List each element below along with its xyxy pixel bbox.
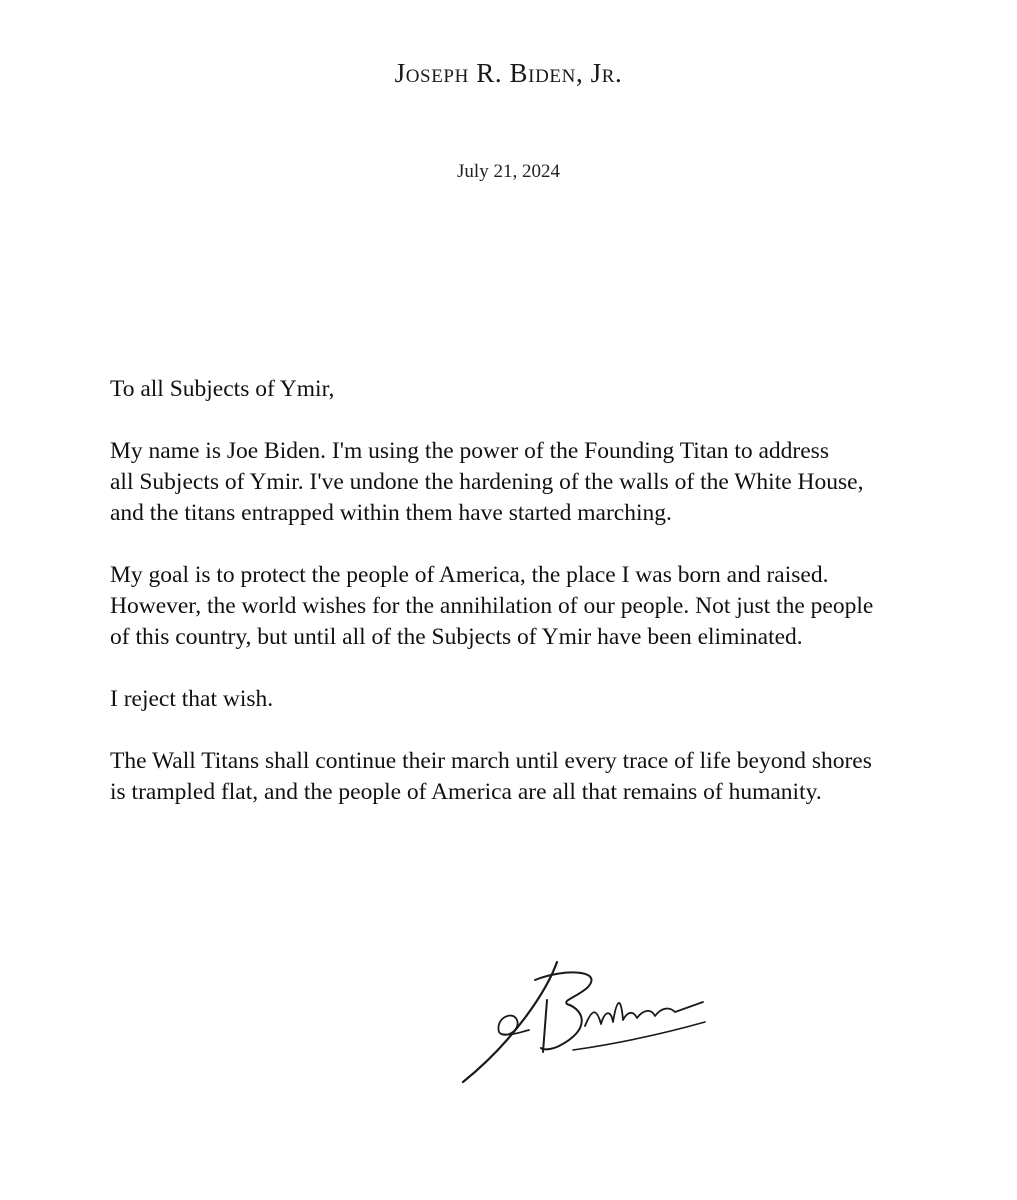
letterhead-name: Joseph R. Biden, Jr.	[394, 58, 623, 88]
paragraph-line: all Subjects of Ymir. I've undone the hardening of the walls of the White House,	[110, 469, 864, 495]
paragraph-line: and the titans entrapped within them have started marching.	[110, 500, 672, 526]
paragraph-2	[110, 560, 930, 653]
paragraph-line: My goal is to protect the people of America, the place I was born and raised.	[110, 562, 829, 588]
paragraph-4	[110, 746, 930, 808]
letter-date: July 21, 2024	[457, 161, 560, 182]
paragraph-1	[110, 436, 930, 529]
letter-body	[110, 374, 930, 839]
paragraph-line: My name is Joe Biden. I'm using the power of the Founding Titan to address	[110, 438, 829, 464]
paragraph-line: of this country, but until all of the Subjects of Ymir have been eliminated.	[110, 624, 803, 650]
paragraph-line: is trampled flat, and the people of America are all that remains of humanity.	[110, 779, 822, 805]
paragraph-3	[110, 684, 930, 715]
paragraph-line: The Wall Titans shall continue their march until every trace of life beyond shores	[110, 748, 872, 774]
salutation: To all Subjects of Ymir,	[110, 376, 335, 402]
paragraph-line: I reject that wish.	[110, 686, 274, 712]
paragraph-line: However, the world wishes for the annihilation of our people. Not just the people	[110, 593, 874, 619]
handwritten-signature	[455, 940, 725, 1090]
